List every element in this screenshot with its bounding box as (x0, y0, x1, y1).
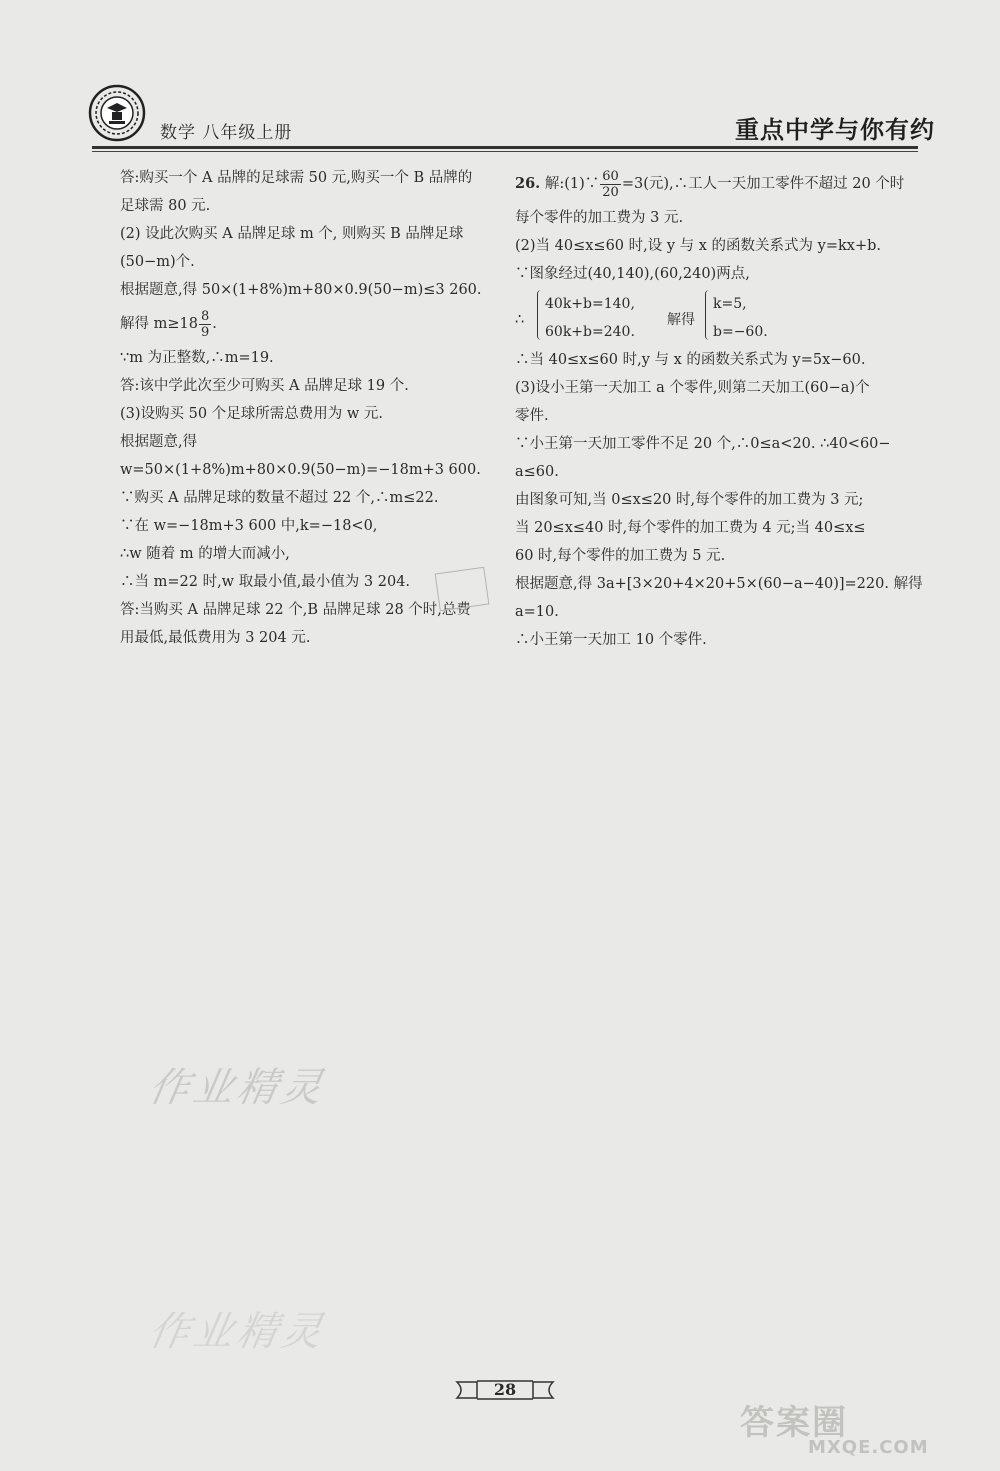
left-brace (537, 290, 544, 340)
series-title: 重点中学与你有约 (735, 116, 935, 144)
watermark: 作业精灵 (145, 1065, 330, 1111)
site-watermark-logo: 答案圈 (740, 1403, 848, 1443)
text-line: 零件. (515, 408, 549, 424)
text-line: w=50×(1+8%)m+80×0.9(50−m)=−18m+3 600. (120, 462, 481, 478)
system-equation: 40k+b=140, (545, 296, 635, 312)
text-line: a=10. (515, 604, 559, 620)
faint-stamp (435, 567, 490, 612)
text-line: ∴w 随着 m 的增大而减小, (120, 546, 290, 562)
system-equation: 60k+b=240. (545, 324, 635, 340)
page-number: 28 (493, 1380, 517, 1399)
text-line: 由图象可知,当 0≤x≤20 时,每个零件的加工费为 3 元; (515, 492, 864, 508)
school-emblem-icon (88, 84, 146, 142)
text-line: ∵图象经过(40,140),(60,240)两点, (515, 266, 750, 282)
text-line: (50−m)个. (120, 254, 195, 270)
text-line: ∵购买 A 品牌足球的数量不超过 22 个,∴m≤22. (120, 490, 439, 506)
fraction (600, 169, 621, 200)
text-line: (3)设小王第一天加工 a 个零件,则第二天加工(60−a)个 (515, 380, 870, 396)
text-segment: 解得 m≥18 (120, 316, 198, 332)
page-number-ribbon (455, 1378, 555, 1402)
fraction-numerator: 8 (200, 308, 210, 324)
text-line: 足球需 80 元. (120, 198, 211, 214)
left-brace (705, 290, 712, 340)
right-column (515, 164, 923, 654)
text-line: 根据题意,得 50×(1+8%)m+80×0.9(50−m)≤3 260. (120, 282, 482, 298)
text-segment: 解:(1)∵ (540, 176, 600, 192)
text-line: 根据题意,得 (120, 434, 198, 450)
text-line: 答:该中学此次至少可购买 A 品牌足球 19 个. (120, 378, 409, 394)
text-line: 用最低,最低费用为 3 204 元. (120, 630, 311, 646)
text-line: ∵m 为正整数,∴m=19. (120, 350, 274, 366)
text-line-fraction (120, 304, 498, 344)
fraction-numerator: 60 (602, 168, 619, 184)
text-line: 答:当购买 A 品牌足球 22 个,B 品牌足球 28 个时,总费 (120, 602, 471, 618)
text-line: ∴当 40≤x≤60 时,y 与 x 的函数关系式为 y=5x−60. (515, 352, 866, 368)
system-solution: k=5, (713, 296, 747, 312)
text-line: 根据题意,得 3a+[3×20+4×20+5×(60−a−40)]=220. 解得 (515, 576, 923, 592)
system-solution: b=−60. (713, 324, 768, 340)
fraction-denominator: 9 (200, 324, 210, 340)
text-line: 当 20≤x≤40 时,每个零件的加工费为 4 元;当 40≤x≤ (515, 520, 866, 536)
header-divider-thin (92, 151, 918, 152)
watermark: 作业精灵 (145, 1309, 330, 1355)
therefore-symbol: ∴ (515, 312, 525, 328)
solve-label: 解得 (667, 312, 695, 328)
text-segment: . (212, 316, 217, 332)
text-line: 60 时,每个零件的加工费为 5 元. (515, 548, 726, 564)
text-line-fraction (515, 164, 920, 204)
text-line: (2) 设此次购买 A 品牌足球 m 个, 则购买 B 品牌足球 (120, 226, 464, 242)
subject-title: 数学 八年级上册 (160, 123, 293, 143)
text-line: a≤60. (515, 464, 559, 480)
fraction-denominator: 20 (602, 184, 619, 200)
question-number: 26. (515, 175, 541, 192)
fraction (199, 309, 211, 340)
text-line: ∵在 w=−18m+3 600 中,k=−18<0, (120, 518, 378, 534)
text-line: 每个零件的加工费为 3 元. (515, 210, 684, 226)
header-divider (92, 146, 918, 149)
text-segment: =3(元),∴工人一天加工零件不超过 20 个时 (621, 176, 905, 192)
text-line: (3)设购买 50 个足球所需总费用为 w 元. (120, 406, 383, 422)
site-watermark-url: MXQE.COM (808, 1437, 929, 1458)
text-line: (2)当 40≤x≤60 时,设 y 与 x 的函数关系式为 y=kx+b. (515, 238, 882, 254)
text-line: ∴当 m=22 时,w 取最小值,最小值为 3 204. (120, 574, 411, 590)
text-line: ∵小王第一天加工零件不足 20 个,∴0≤a<20. ∴40<60− (515, 436, 891, 452)
text-line: 答:购买一个 A 品牌的足球需 50 元,购买一个 B 品牌的 (120, 170, 473, 186)
text-line: ∴小王第一天加工 10 个零件. (515, 632, 707, 648)
equation-system (515, 288, 920, 346)
